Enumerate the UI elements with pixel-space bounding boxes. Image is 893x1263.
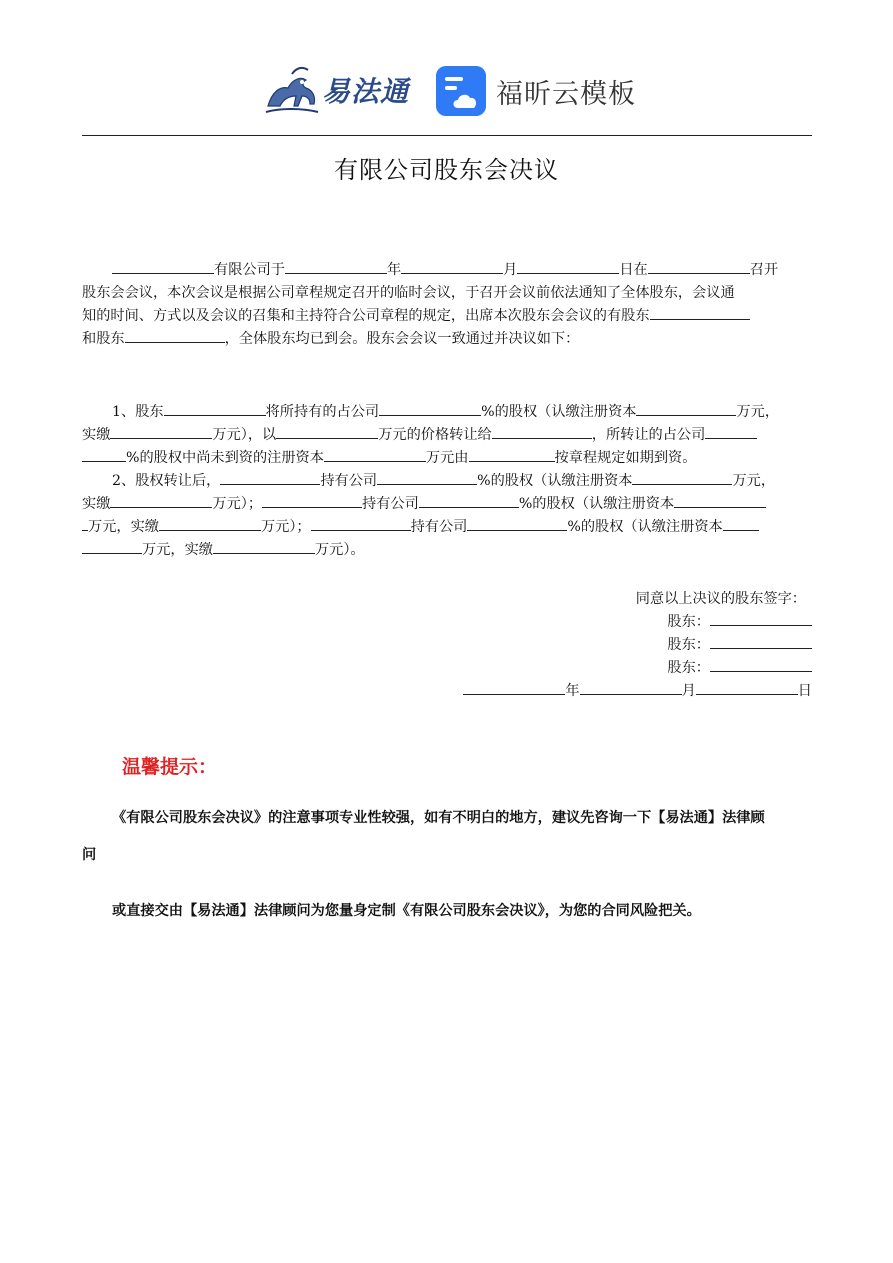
item-text: %的股权中尚未到资的注册资本 bbox=[126, 450, 324, 466]
item-text: %的股权（认缴注册资本 bbox=[481, 404, 637, 420]
resolution-item-2 bbox=[82, 470, 812, 562]
date-label: 日 bbox=[797, 683, 812, 699]
item2-line-3 bbox=[82, 516, 812, 539]
blank bbox=[311, 516, 411, 531]
intro-line-1 bbox=[82, 259, 812, 282]
tips-line-1: 《有限公司股东会决议》的注意事项专业性较强，如有不明白的地方，建议先咨询一下【易法通】法律顾 bbox=[112, 810, 765, 826]
item1-line-3 bbox=[82, 447, 812, 470]
tips-line-2: 或直接交由【易法通】法律顾问为您量身定制《有限公司股东会决议》，为您的合同风险把关。 bbox=[112, 903, 701, 919]
signature-block bbox=[452, 588, 812, 703]
shareholder-blank bbox=[125, 328, 225, 343]
blank bbox=[492, 424, 592, 439]
shareholder-label: 股东： bbox=[667, 637, 710, 653]
shareholder-signature-1 bbox=[452, 611, 812, 634]
blank bbox=[82, 539, 142, 554]
blank bbox=[110, 493, 212, 508]
item-text: %的股权（认缴注册资本 bbox=[518, 496, 675, 512]
item-text: 1、股东 bbox=[112, 404, 164, 420]
blank bbox=[419, 493, 519, 508]
blank bbox=[377, 470, 477, 485]
tips-paragraph-2 bbox=[82, 893, 812, 930]
intro-line-3 bbox=[82, 305, 812, 328]
date-label: 月 bbox=[681, 683, 696, 699]
location-blank bbox=[648, 259, 750, 274]
shareholder-label: 股东： bbox=[667, 614, 710, 630]
blank bbox=[469, 447, 555, 462]
tips-line-1b: 问 bbox=[82, 847, 97, 863]
item-text: 万元）； bbox=[212, 496, 263, 512]
tips-heading: 温馨提示： bbox=[122, 756, 218, 778]
item-text: 实缴 bbox=[82, 427, 111, 443]
blank bbox=[159, 516, 261, 531]
intro-text: 召开 bbox=[749, 262, 779, 278]
item1-line-2 bbox=[82, 424, 812, 447]
item-text: 万元，实缴 bbox=[142, 542, 213, 558]
header-logos bbox=[262, 62, 642, 118]
item-text: 万元）； bbox=[260, 519, 311, 535]
intro-text: 有限公司于 bbox=[214, 262, 285, 278]
brand-yifatong: 易法通 bbox=[322, 75, 410, 108]
intro-line-4 bbox=[82, 328, 812, 351]
blank bbox=[262, 493, 362, 508]
intro-paragraph bbox=[82, 259, 812, 351]
blank bbox=[467, 516, 567, 531]
blank bbox=[674, 493, 766, 508]
blank bbox=[220, 470, 320, 485]
item-text: 万元），以 bbox=[212, 427, 277, 443]
item2-line-1 bbox=[82, 470, 812, 493]
item-text: 持有公司 bbox=[320, 473, 378, 489]
month-blank bbox=[580, 680, 682, 695]
company-name-blank bbox=[112, 259, 214, 274]
document-title: 有限公司股东会决议 bbox=[334, 156, 559, 184]
item-text: 万元的价格转让给 bbox=[378, 427, 492, 443]
item-text: 万元）。 bbox=[314, 542, 365, 558]
blank bbox=[213, 539, 315, 554]
item-text: 持有公司 bbox=[362, 496, 419, 512]
shareholder-blank bbox=[650, 305, 750, 320]
blank bbox=[705, 424, 757, 439]
blank bbox=[636, 401, 736, 416]
item-text: 实缴 bbox=[82, 496, 111, 512]
blank bbox=[632, 470, 732, 485]
signature-blank bbox=[710, 611, 812, 626]
signature-blank bbox=[710, 634, 812, 649]
year-blank bbox=[285, 259, 387, 274]
item-text: %的股权（认缴注册资本 bbox=[567, 519, 723, 535]
shareholder-signature-3 bbox=[452, 657, 812, 680]
item-text: ，所转让的占公司 bbox=[591, 427, 706, 443]
blank bbox=[723, 516, 759, 531]
month-blank bbox=[401, 259, 503, 274]
intro-text: 月 bbox=[503, 262, 518, 278]
brand-foxit-cloud: 福昕云模板 bbox=[496, 79, 636, 110]
day-blank bbox=[517, 259, 619, 274]
intro-line-2: 股东会会议，本次会议是根据公司章程规定召开的临时会议，于召开会议前依法通知了全体股东，会议通 bbox=[82, 285, 735, 301]
item-text: 按章程规定如期到资。 bbox=[554, 450, 697, 466]
item-text: 持有公司 bbox=[410, 519, 468, 535]
intro-text: 知的时间、方式以及会议的召集和主持符合公司章程的规定，出席本次股东会会议的有股东 bbox=[82, 308, 650, 324]
signature-heading: 同意以上决议的股东签字： bbox=[635, 591, 806, 607]
shareholder-label: 股东： bbox=[667, 660, 710, 676]
qilin-logo-icon bbox=[262, 62, 322, 118]
blank bbox=[379, 401, 481, 416]
year-blank bbox=[463, 680, 565, 695]
blank bbox=[324, 447, 426, 462]
item2-line-4 bbox=[82, 539, 812, 562]
date-label: 年 bbox=[565, 683, 580, 699]
item-text: 万元， bbox=[736, 404, 780, 420]
signature-blank bbox=[710, 657, 812, 672]
item-text: 2、股权转让后， bbox=[112, 473, 221, 489]
day-blank bbox=[696, 680, 798, 695]
blank bbox=[164, 401, 266, 416]
item-text: 万元， bbox=[732, 473, 776, 489]
blank bbox=[82, 447, 126, 462]
resolution-item-1 bbox=[82, 401, 812, 470]
item-text: 将所持有的占公司 bbox=[265, 404, 380, 420]
item-text: %的股权（认缴注册资本 bbox=[477, 473, 633, 489]
blank bbox=[110, 424, 212, 439]
item1-line-1 bbox=[82, 401, 812, 424]
item-text: 万元，实缴 bbox=[88, 519, 159, 535]
tips-paragraph-1 bbox=[82, 800, 812, 874]
intro-text: 和股东 bbox=[82, 331, 125, 347]
blank bbox=[276, 424, 378, 439]
shareholder-signature-2 bbox=[452, 634, 812, 657]
header-divider bbox=[82, 135, 812, 136]
intro-text: 日在 bbox=[619, 262, 648, 278]
intro-text: ，全体股东均已到会。股东会会议一致通过并决议如下： bbox=[224, 331, 580, 347]
item-text: 万元由 bbox=[425, 450, 469, 466]
intro-text: 年 bbox=[386, 262, 402, 278]
signature-date bbox=[452, 680, 812, 703]
item2-line-2 bbox=[82, 493, 812, 516]
cloud-doc-icon bbox=[436, 66, 486, 116]
